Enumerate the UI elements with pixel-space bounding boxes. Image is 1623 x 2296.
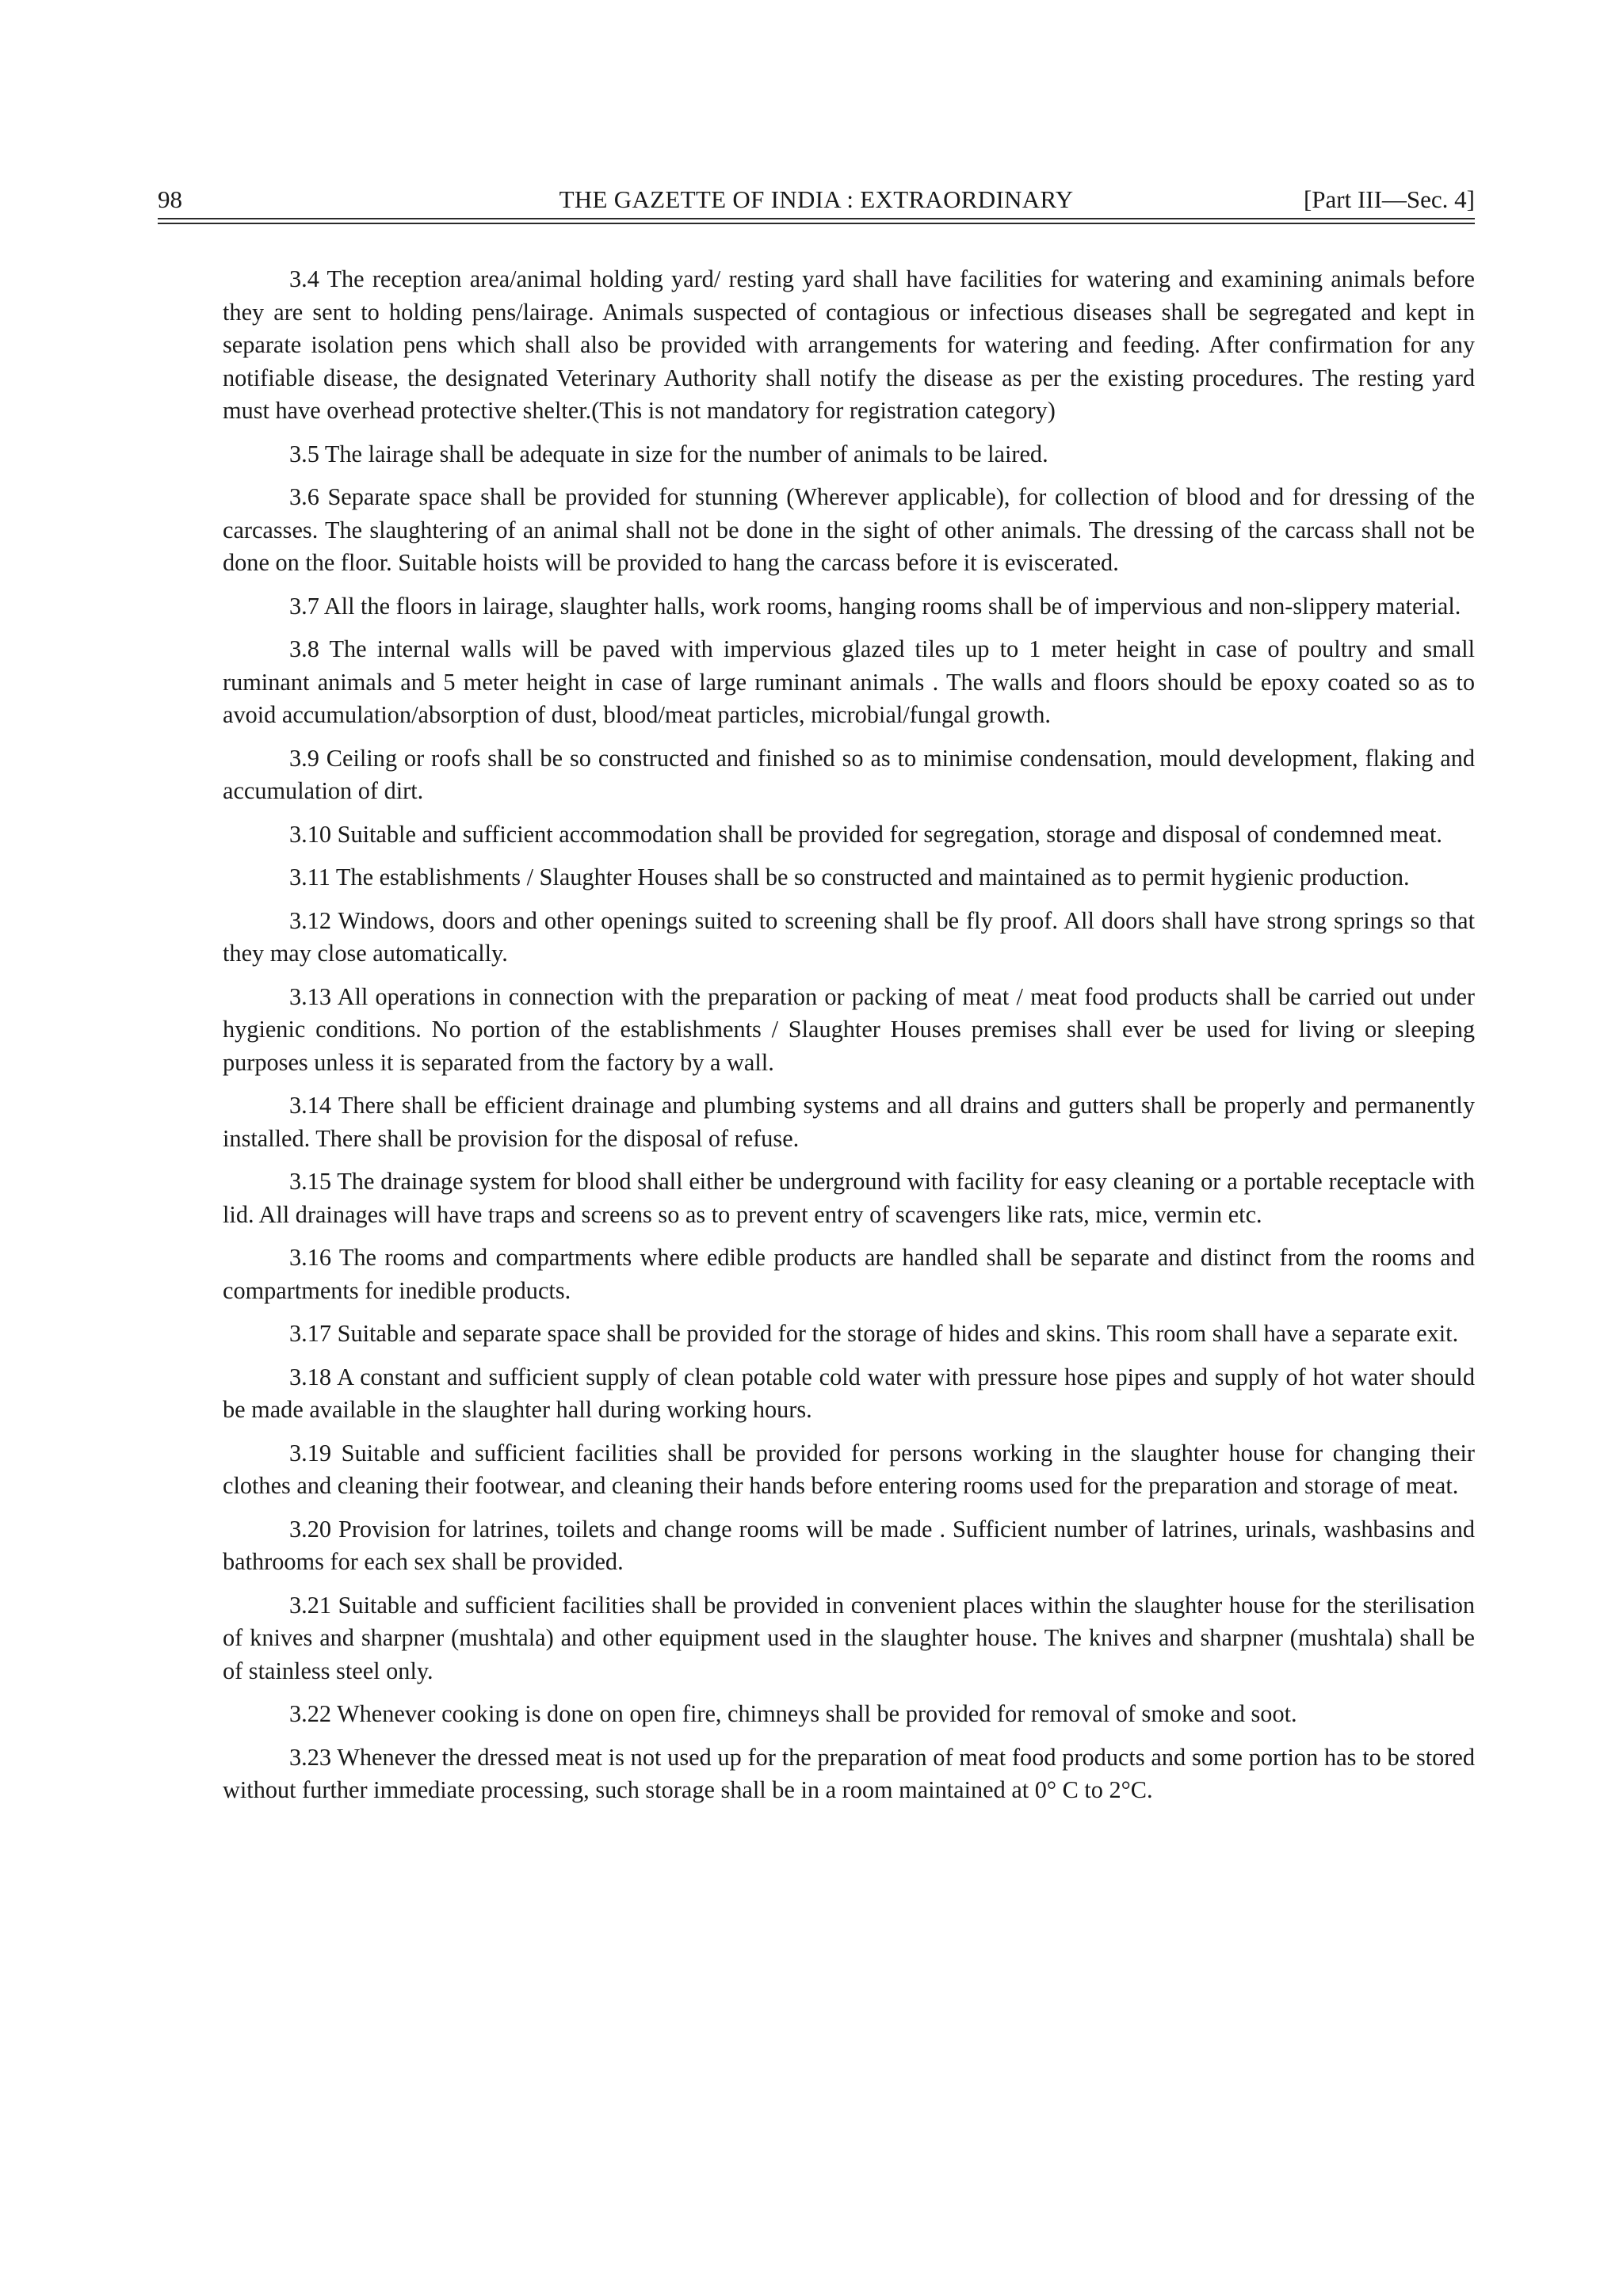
clause-3-7: 3.7 All the floors in lairage, slaughter halls, work rooms, hanging rooms shall be of impervious and non-slippery material. xyxy=(289,592,1461,620)
clause-3-13: 3.13 All operations in connection with the preparation or packing of meat / meat food products shall be carried out under hygienic conditions. No portion of the establishments / Slaughter Houses premises shall ever be used for living or sleeping purposes unless it is separated from the factory by a wall. xyxy=(223,982,1475,1076)
clause-3-20: 3.20 Provision for latrines, toilets and change rooms will be made . Sufficient number of latrines, urinals, washbasins and bathrooms for each sex shall be provided. xyxy=(223,1515,1475,1575)
page-number: 98 xyxy=(158,185,182,213)
clause-3-9: 3.9 Ceiling or roofs shall be so constructed and finished so as to minimise condensation, mould development, flaking and accumulation of dirt. xyxy=(223,744,1475,804)
clause-3-5: 3.5 The lairage shall be adequate in size for the number of animals to be laired. xyxy=(289,440,1048,467)
header-rule-bottom xyxy=(158,223,1475,224)
page-header xyxy=(158,184,1475,215)
clause-3-15: 3.15 The drainage system for blood shall either be underground with facility for easy cleaning or a portable receptacle with lid. All drainages will have traps and screens so as to prevent entry of scavengers like rats, mice, vermin etc. xyxy=(223,1168,1475,1228)
clause-3-12: 3.12 Windows, doors and other openings suited to screening shall be fly proof. All doors shall have strong springs so that they may close automatically. xyxy=(223,906,1475,967)
clause-3-8: 3.8 The internal walls will be paved with impervious glazed tiles up to 1 meter height in case of poultry and small ruminant animals and 5 meter height in case of large ruminant animals . The walls and floors should be epoxy coated so as to avoid accumulation/absorption of dust, blood/meat particles, microbial/fungal growth. xyxy=(223,635,1475,728)
clause-3-22: 3.22 Whenever cooking is done on open fire, chimneys shall be provided for removal of smoke and soot. xyxy=(289,1700,1297,1727)
clause-3-11: 3.11 The establishments / Slaughter Houses shall be so constructed and maintained as to permit hygienic production. xyxy=(289,864,1410,891)
clause-3-23: 3.23 Whenever the dressed meat is not used up for the preparation of meat food products and some portion has to be stored without further immediate processing, such storage shall be in a room maintained at 0° C to 2°C. xyxy=(223,1743,1475,1803)
clause-3-16: 3.16 The rooms and compartments where edible products are handled shall be separate and distinct from the rooms and compartments for inedible products. xyxy=(223,1244,1475,1304)
clause-3-17: 3.17 Suitable and separate space shall be provided for the storage of hides and skins. This room shall have a separate exit. xyxy=(289,1320,1459,1347)
gazette-title: THE GAZETTE OF INDIA : EXTRAORDINARY xyxy=(559,185,1074,213)
part-section-label: [Part III—Sec. 4] xyxy=(1303,185,1475,213)
clause-3-4: 3.4 The reception area/animal holding yard/ resting yard shall have facilities for watering and examining animals before they are sent to holding pens/lairage. Animals suspected of contagious or infectious diseases shall be segregated and kept in separate isolation pens which shall also be provided with arrangements for watering and feeding. After confirmation for any notifiable disease, the designated Veterinary Authority shall notify the disease as per the existing procedures. The resting yard must have overhead protective shelter.(This is not mandatory for registration category) xyxy=(223,265,1475,424)
clause-3-10: 3.10 Suitable and sufficient accommodation shall be provided for segregation, storage and disposal of condemned meat. xyxy=(289,820,1442,848)
clause-3-18: 3.18 A constant and sufficient supply of clean potable cold water with pressure hose pipes and supply of hot water should be made available in the slaughter hall during working hours. xyxy=(223,1363,1475,1423)
body-text xyxy=(223,263,1475,1817)
clause-3-14: 3.14 There shall be efficient drainage and plumbing systems and all drains and gutters shall be properly and permanently installed. There shall be provision for the disposal of refuse. xyxy=(223,1092,1475,1152)
clause-3-19: 3.19 Suitable and sufficient facilities shall be provided for persons working in the slaughter house for changing their clothes and cleaning their footwear, and cleaning their hands before entering rooms used for the preparation and storage of meat. xyxy=(223,1439,1475,1499)
clause-3-6: 3.6 Separate space shall be provided for stunning (Wherever applicable), for collection of blood and for dressing of the carcasses. The slaughtering of an animal shall not be done in the sight of other animals. The dressing of the carcass shall not be done on the floor. Suitable hoists will be provided to hang the carcass before it is eviscerated. xyxy=(223,483,1475,576)
header-rule-top xyxy=(158,218,1475,219)
clause-3-21: 3.21 Suitable and sufficient facilities shall be provided in convenient places within the slaughter house for the sterilisation of knives and sharpner (mushtala) and other equipment used in the slaughter house. The knives and sharpner (mushtala) shall be of stainless steel only. xyxy=(223,1591,1475,1684)
